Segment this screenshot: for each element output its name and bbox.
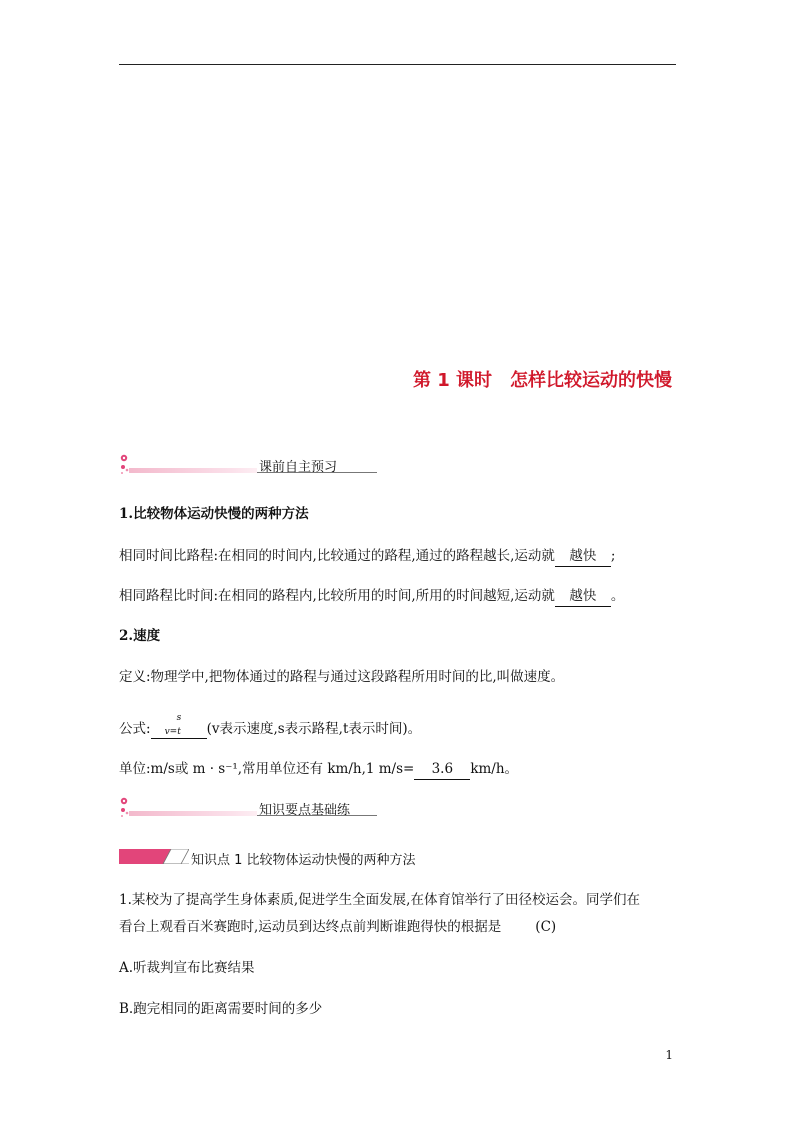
q1-heading: 1.比较物体运动快慢的两种方法 — [119, 506, 309, 522]
lesson-title — [413, 366, 672, 392]
q2-formula: 公式: s v=t (v表示速度,s表示路程,t表示时间)。 — [119, 713, 422, 737]
question1-answer: (C) — [535, 919, 557, 935]
section-bar — [129, 811, 257, 816]
option-a: A.听裁判宣布比赛结果 — [119, 960, 255, 976]
section-label: 知识要点基础练 — [259, 803, 351, 818]
q1-line2: 相同路程比时间:在相同的路程内,比较所用的时间,所用的时间越短,运动就 越快 。 — [119, 586, 624, 607]
formula-blank — [151, 713, 207, 739]
knowledge-point-label: 知识点 1 比较物体运动快慢的两种方法 — [191, 853, 416, 868]
formula-fraction: s v=t — [164, 713, 182, 737]
answer-blank: 越快 — [555, 586, 611, 607]
lesson-name: 怎样比较运动的快慢 — [510, 370, 672, 391]
header-rule — [119, 64, 676, 65]
flower-dots-icon — [119, 454, 133, 478]
knowledge-tag-icon — [119, 849, 189, 864]
flower-dots-icon — [119, 797, 133, 821]
option-b: B.跑完相同的距离需要时间的多少 — [119, 1001, 323, 1017]
section-bar — [129, 468, 257, 473]
answer-blank: 越快 — [555, 546, 611, 567]
answer-blank: 3.6 — [414, 759, 470, 780]
lesson-number: 第 1 课时 — [412, 370, 492, 391]
q2-unit: 单位:m/s或 m · s⁻¹,常用单位还有 km/h,1 m/s= 3.6 km/h。 — [119, 759, 518, 780]
page-number: 1 — [665, 1048, 673, 1062]
q1-line1: 相同时间比路程:在相同的时间内,比较通过的路程,通过的路程越长,运动就 越快 ; — [119, 546, 615, 567]
q2-heading: 2.速度 — [119, 628, 161, 644]
question1-line1: 1.某校为了提高学生身体素质,促进学生全面发展,在体育馆举行了田径校运会。同学们在 — [119, 892, 640, 908]
section-label: 课前自主预习 — [259, 460, 338, 475]
q2-definition: 定义:物理学中,把物体通过的路程与通过这段路程所用时间的比,叫做速度。 — [119, 669, 565, 685]
question1-line2: 看台上观看百米赛跑时,运动员到达终点前判断谁跑得快的根据是 (C) — [119, 919, 557, 935]
